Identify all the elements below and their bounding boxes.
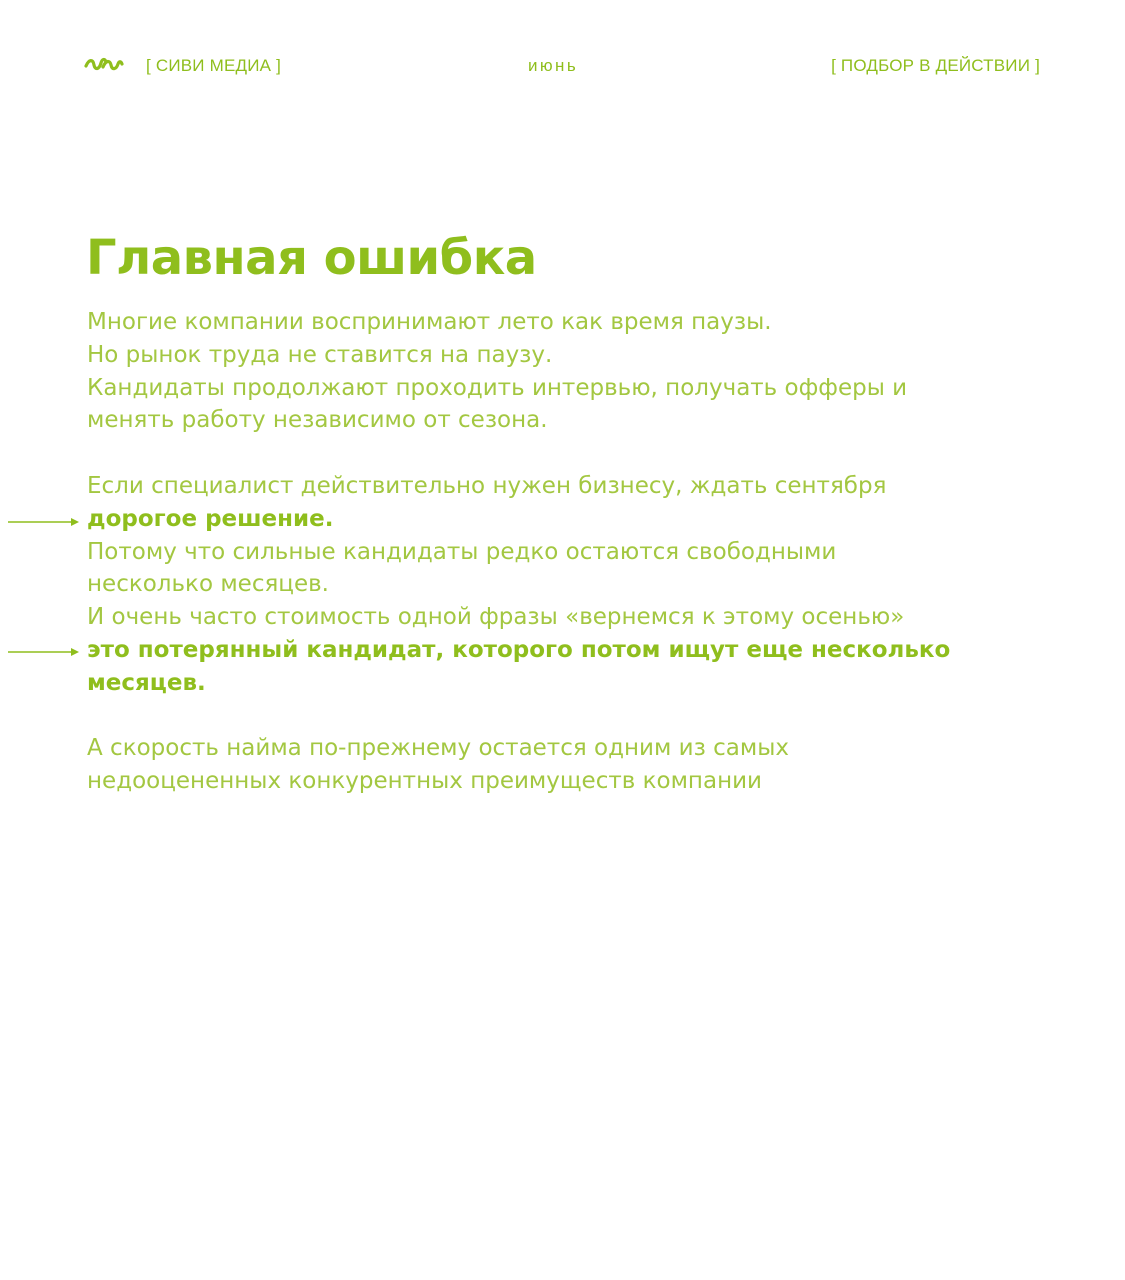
article-body xyxy=(87,306,1097,798)
page-title: Главная ошибка xyxy=(86,230,537,286)
brand-wave-logo-icon xyxy=(84,53,124,75)
text-line: И очень часто стоимость одной фразы «вернемся к этому осенью» xyxy=(87,604,905,631)
highlight-line: это потерянный кандидат, которого потом ищут еще несколько xyxy=(87,636,951,663)
text-line: менять работу независимо от сезона. xyxy=(87,407,548,434)
header xyxy=(84,52,1044,80)
brand-name: [ СИВИ МЕДИА ] xyxy=(146,56,282,75)
highlight-line: дорогое решение. xyxy=(87,505,334,532)
text-line: Но рынок труда не ставится на паузу. xyxy=(87,341,553,368)
text-line: Потому что сильные кандидаты редко остаются свободными xyxy=(87,538,837,565)
paragraph-spacer xyxy=(87,437,1097,470)
arrow-right-icon xyxy=(8,647,80,657)
text-line: Кандидаты продолжают проходить интервью, получать офферы и xyxy=(87,374,908,401)
section-tag: [ ПОДБОР В ДЕЙСТВИИ ] xyxy=(831,56,1040,75)
text-line: Если специалист действительно нужен бизнесу, ждать сентября xyxy=(87,472,887,499)
text-line: несколько месяцев. xyxy=(87,571,329,598)
text-line: А скорость найма по-прежнему остается одним из самых xyxy=(87,735,789,762)
text-line: недооцененных конкурентных преимуществ компании xyxy=(87,768,762,795)
month-label: июнь xyxy=(528,56,579,75)
text-line: Многие компании воспринимают лето как время паузы. xyxy=(87,309,772,335)
paragraph-main xyxy=(87,470,1097,700)
highlight-line: месяцев. xyxy=(87,669,206,696)
paragraph-conclusion xyxy=(87,732,1097,798)
paragraph-intro xyxy=(87,306,1097,437)
arrow-right-icon xyxy=(8,517,80,527)
paragraph-spacer xyxy=(87,700,1097,733)
